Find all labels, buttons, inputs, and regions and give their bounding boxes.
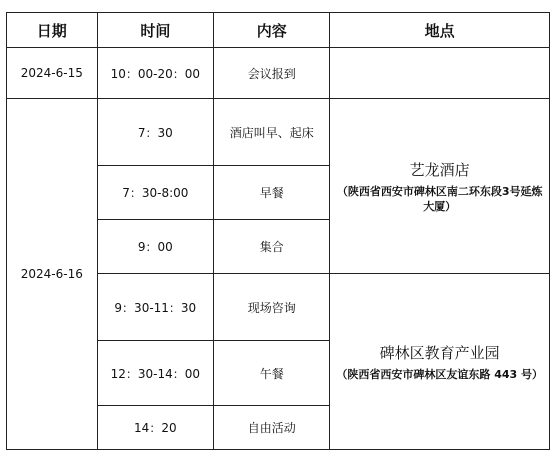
time-cell: 7：30-8:00 [97,166,213,220]
time-cell: 10：00-20：00 [97,48,213,99]
time-cell: 9：30-11：30 [97,274,213,341]
time-cell: 9：00 [97,220,213,274]
header-time: 时间 [97,13,213,48]
location-name: 碑林区教育产业园 [379,343,500,362]
content-cell: 集合 [214,220,330,274]
date-cell: 2024-6-15 [7,48,98,99]
content-cell: 自由活动 [214,406,330,450]
location-address: （陕西省西安市碑林区友谊东路 443 号） [336,367,543,381]
location-cell [330,99,550,274]
header-date: 日期 [7,13,98,48]
header-location: 地点 [330,13,550,48]
content-cell: 会议报到 [214,48,330,99]
location-name: 艺龙酒店 [409,160,470,179]
location-cell-empty [330,48,550,99]
location-address: （陕西省西安市碑林区南二环东段3号延炼大厦） [336,184,543,213]
content-cell: 早餐 [214,166,330,220]
header-row [7,13,550,48]
table-row [7,48,550,99]
content-cell: 午餐 [214,341,330,406]
location-cell [330,274,550,450]
content-cell: 酒店叫早、起床 [214,99,330,166]
time-cell: 7：30 [97,99,213,166]
schedule-table [6,12,550,450]
header-content: 内容 [214,13,330,48]
date-cell: 2024-6-16 [7,99,98,450]
table-row [7,99,550,166]
time-cell: 14：20 [97,406,213,450]
content-cell: 现场咨询 [214,274,330,341]
time-cell: 12：30-14：00 [97,341,213,406]
